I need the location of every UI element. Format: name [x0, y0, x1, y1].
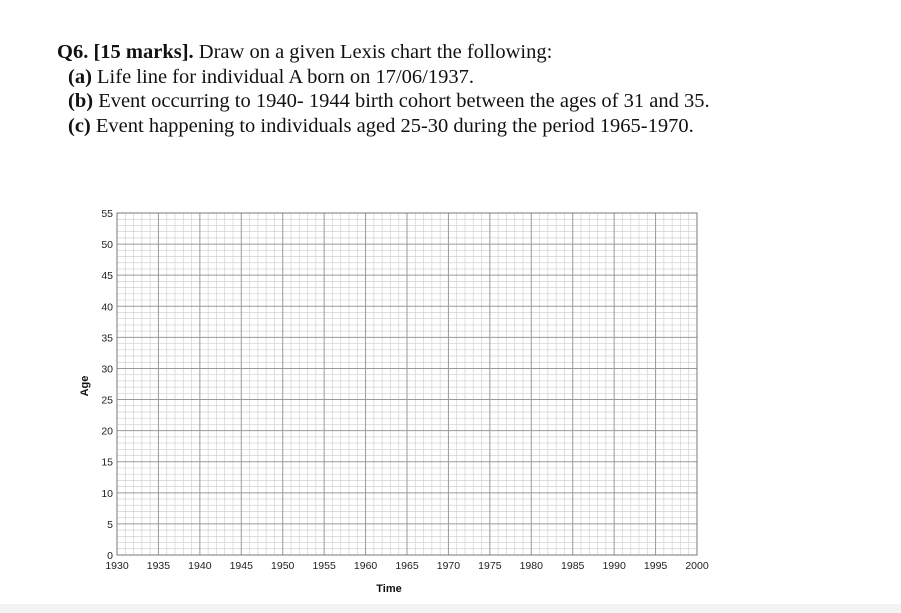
item-b-tag: (b): [68, 90, 94, 112]
y-tick-label: 0: [107, 550, 113, 562]
x-tick-label: 1935: [146, 560, 171, 572]
question-number: Q6. [15 marks].: [57, 41, 194, 63]
question-instruction: Draw on a given Lexis chart the following:: [193, 41, 553, 63]
x-tick-label: 2000: [685, 560, 709, 572]
x-tick-label: 1975: [478, 560, 502, 572]
x-tick-label: 1960: [353, 560, 378, 572]
major-grid: [117, 213, 697, 555]
x-tick-label: 1990: [602, 560, 626, 572]
item-c-tag: (c): [68, 114, 91, 137]
item-a-tag: (a): [68, 65, 92, 88]
x-tick-label: 1980: [519, 560, 543, 572]
y-axis-title: Age: [79, 375, 91, 397]
item-c-text: Event happening to individuals aged 25-30 during the period 1965-1970.: [90, 114, 694, 137]
x-tick-label: 1955: [312, 560, 336, 572]
x-tick-label: 1930: [105, 560, 129, 572]
x-tick-label: 1950: [271, 560, 295, 572]
x-tick-labels: [105, 560, 709, 572]
page-bottom-strip: [0, 604, 901, 613]
x-tick-label: 1965: [395, 560, 419, 572]
y-tick-label: 5: [107, 518, 113, 531]
y-tick-label: 40: [101, 301, 113, 314]
y-tick-label: 50: [101, 239, 113, 252]
y-tick-label: 30: [101, 363, 113, 376]
x-tick-label: 1985: [561, 560, 585, 572]
x-tick-label: 1970: [436, 560, 461, 572]
x-tick-label: 1995: [643, 560, 668, 572]
y-tick-label: 20: [101, 425, 113, 438]
x-tick-label: 1945: [229, 560, 253, 572]
y-tick-label: 25: [101, 394, 113, 407]
y-tick-label: 35: [101, 332, 113, 345]
x-axis-title: Time: [376, 583, 402, 595]
x-tick-label: 1940: [188, 560, 212, 572]
y-tick-label: 55: [101, 208, 113, 220]
item-a-text: Life line for individual A born on 17/06/1937.: [91, 65, 474, 88]
y-tick-label: 45: [101, 270, 113, 283]
item-b-text: Event occurring to 1940- 1944 birth cohort between the ages of 31 and 35.: [93, 90, 710, 112]
y-tick-labels: [101, 208, 113, 562]
y-tick-label: 10: [101, 487, 113, 500]
y-tick-label: 15: [101, 456, 113, 469]
